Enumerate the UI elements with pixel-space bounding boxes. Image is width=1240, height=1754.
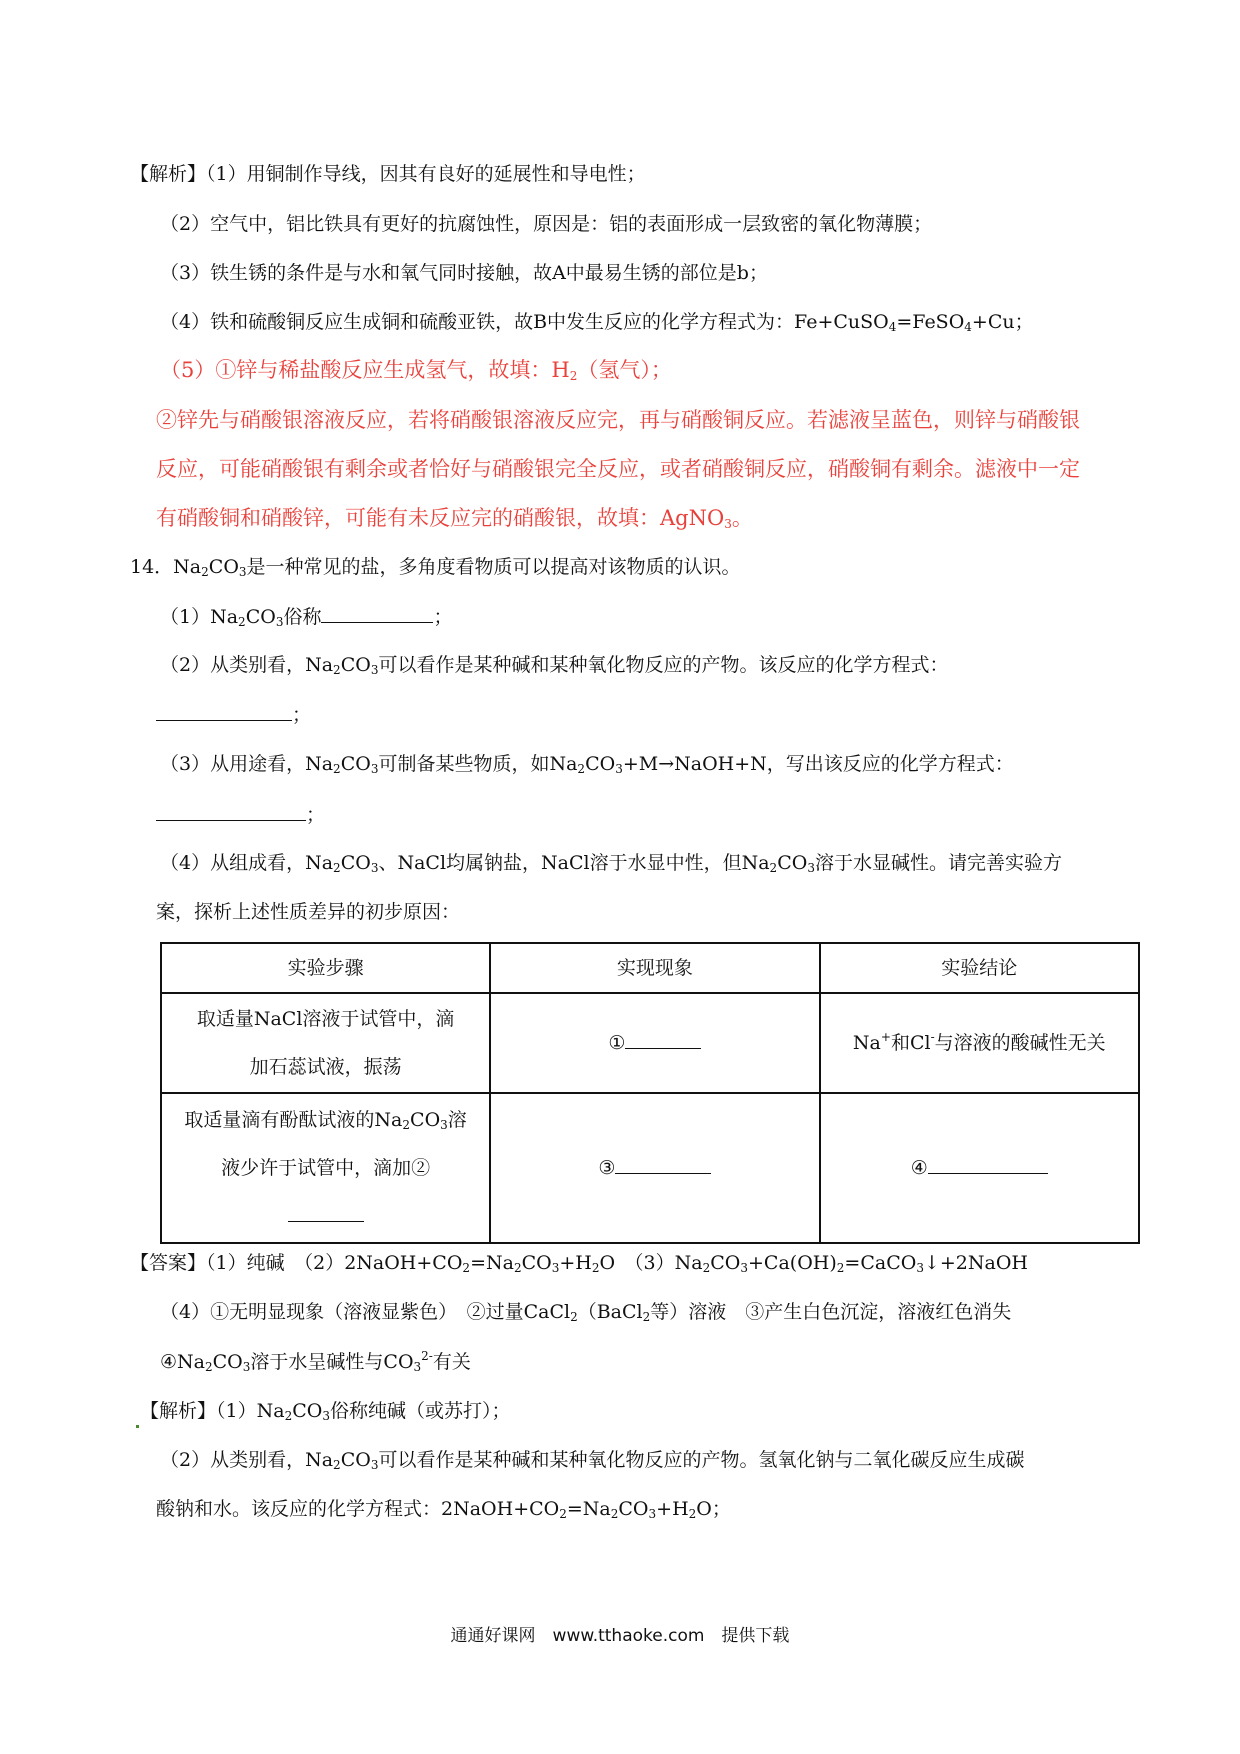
question-text: ；: [292, 704, 312, 726]
answer-text: （4）①无明显现象（溶液显紫色） ②过量CaCl: [160, 1301, 571, 1323]
question-text: 是一种常见的盐，多角度看物质可以提高对该物质的认识。: [246, 556, 741, 578]
question-14-part-2-blank: [156, 700, 311, 729]
analysis2-paragraph-2: （2）从类别看，$Na_2CO_3$可以看作是某种碱和某种氧化物反应的产物。氢氧化钠与二氧化碳反应生成碳: [160, 1449, 1025, 1472]
answer-line-3: $④Na_2CO_3$溶于水呈碱性与$CO_3^{2-}$有关: [160, 1349, 471, 1374]
analysis-text: CO: [340, 1449, 371, 1471]
cell-text: ③: [598, 1157, 616, 1179]
question-text: 、NaCl均属钠盐，NaCl溶于水显中性，但Na: [378, 852, 770, 874]
question-text: CO: [340, 753, 371, 775]
answer-tag: 【答案】: [130, 1252, 207, 1274]
cell-text: 与溶液的酸碱性无关: [934, 1032, 1106, 1054]
cell-text: 加石蕊试液，振荡: [249, 1056, 402, 1078]
analysis-paragraph-3: [160, 259, 768, 287]
table-header-cell: 实现现象: [490, 943, 819, 993]
answer-blank: [156, 700, 292, 721]
table-row: [161, 993, 1139, 1093]
analysis-tag: 【解析】: [140, 1400, 217, 1422]
question-text: +M→NaOH+N，写出该反应的化学方程式：: [622, 753, 1014, 775]
cell-text: ④: [910, 1157, 928, 1179]
table-cell-conclusion: [820, 1093, 1139, 1243]
answer-text: （1）纯碱 （2）2NaOH+CO: [206, 1252, 463, 1274]
analysis-tag: 【解析】: [130, 163, 207, 185]
analysis-text: O；: [696, 1498, 731, 1520]
analysis-text: （3）铁生锈的条件是与水和氧气同时接触，故A中最易生锈的部位是b；: [160, 262, 768, 284]
analysis-text: 有硝酸铜和硝酸锌，可能有未反应完的硝酸银，故填：AgNO: [156, 506, 725, 530]
analysis-text: 俗称纯碱（或苏打）；: [329, 1400, 511, 1422]
analysis-text: （1）用铜制作导线，因其有良好的延展性和导电性；: [206, 163, 646, 185]
answer-blank: [625, 1028, 701, 1049]
question-text: CO: [340, 852, 371, 874]
question-text: （3）从用途看，Na: [160, 753, 334, 775]
answer-blank: [288, 1201, 364, 1222]
question-text: CO: [208, 556, 239, 578]
table-header-cell: 实验步骤: [161, 943, 490, 993]
question-text: 可以看作是某种碱和某种氧化物反应的产物。该反应的化学方程式：: [378, 654, 949, 676]
analysis-text: 酸钠和水。该反应的化学方程式：2NaOH+CO: [156, 1498, 560, 1520]
analysis-text: =Na: [566, 1498, 611, 1520]
question-14-part-3-blank: [156, 800, 325, 829]
analysis-text: （4）铁和硫酸铜反应生成铜和硫酸亚铁，故B中发生反应的化学方程式为：Fe+CuSO: [160, 311, 889, 333]
analysis-text: 。: [731, 506, 753, 530]
page-footer: 通通好课网 www.tthaoke.com 提供下载: [450, 1626, 790, 1646]
analysis2-paragraph-1: 【解析】$(1)Na_2CO_3$俗称纯碱（或苏打）；: [140, 1400, 511, 1423]
question-14-part-1: $(1)Na_2CO_3$俗称 ；: [160, 602, 452, 631]
table-cell-step: [161, 993, 490, 1093]
answer-text: 溶于水呈碱性与CO: [250, 1351, 414, 1373]
analysis-text: CO: [292, 1400, 323, 1422]
cell-text: 溶: [447, 1109, 467, 1131]
question-text: CO: [777, 852, 808, 874]
table-cell-conclusion: Na+和Cl-与溶液的酸碱性无关: [820, 993, 1139, 1093]
table-cell-phenomenon: [490, 1093, 819, 1243]
cell-text: 取适量NaCl溶液于试管中，滴: [196, 1008, 455, 1030]
table-cell-phenomenon: [490, 993, 819, 1093]
analysis-text: （2）从类别看，Na: [160, 1449, 334, 1471]
question-text: CO: [585, 753, 616, 775]
question-text: 可制备某些物质，如Na: [378, 753, 578, 775]
question-14-part-4-line-2: [156, 898, 460, 926]
question-text: CO: [245, 606, 276, 628]
answer-blank: [928, 1153, 1048, 1174]
analysis-text: +H: [656, 1498, 689, 1520]
analysis-text: ②锌先与硝酸银溶液反应，若将硝酸银溶液反应完，再与硝酸铜反应。若滤液呈蓝色，则锌与硝酸银: [156, 408, 1080, 432]
question-14-part-4: （4）从组成看，$Na_2CO_3$、NaCl均属钠盐，NaCl溶于水显中性，但$Na_2CO_3$溶于水显碱性。请完善实验方: [160, 852, 1062, 875]
cell-text: 取适量滴有酚酞试液的Na: [184, 1109, 403, 1131]
cell-text: 液少许于试管中，滴加②: [221, 1157, 431, 1179]
answer-text: =CaCO: [844, 1252, 917, 1274]
answer-line-2: （4）①无明显现象（溶液显紫色） ②过量CaCl$_2$（BaCl$_2$等）溶液 ③产生白色沉淀，溶液红色消失: [160, 1301, 1012, 1324]
cell-text: Na: [852, 1032, 881, 1054]
analysis-text: （氢气）；: [577, 358, 672, 382]
analysis-text: 反应，可能硝酸银有剩余或者恰好与硝酸银完全反应，或者硝酸铜反应，硝酸铜有剩余。滤液中一定: [156, 457, 1080, 481]
question-text: 溶于水显碱性。请完善实验方: [814, 852, 1062, 874]
answer-text: （BaCl: [577, 1301, 643, 1323]
analysis-text: =FeSO: [896, 311, 965, 333]
question-text: （2）从类别看，Na: [160, 654, 334, 676]
question-14-part-2: （2）从类别看，$Na_2CO_3$可以看作是某种碱和某种氧化物反应的产物。该反应的化学方程式：: [160, 654, 949, 677]
answer-text: ④Na: [160, 1351, 205, 1373]
question-text: ；: [433, 606, 453, 628]
answer-text: +Ca(OH): [748, 1252, 837, 1274]
answer-text: CO: [710, 1252, 741, 1274]
analysis-text: +Cu；: [971, 311, 1034, 333]
answer-blank: [615, 1153, 711, 1174]
answer-text: 有关: [432, 1351, 471, 1373]
cell-text: 和Cl: [890, 1032, 931, 1054]
table-cell-step: 取适量滴有酚酞试液的$Na_2CO_3$溶 液少许于试管中，滴加②: [161, 1093, 490, 1243]
analysis-paragraph-6-highlight: [156, 406, 1080, 434]
answer-text: CO: [212, 1351, 243, 1373]
analysis-paragraph-8-highlight: 有硝酸铜和硝酸锌，可能有未反应完的硝酸银，故填：AgNO$_3$。: [156, 506, 753, 531]
cell-text: ①: [608, 1032, 626, 1054]
question-text: CO: [340, 654, 371, 676]
analysis-text: CO: [618, 1498, 649, 1520]
answer-text: ↓+2NaOH: [923, 1252, 1028, 1274]
question-text: （1）Na: [160, 606, 239, 628]
analysis-text: 可以看作是某种碱和某种氧化物反应的产物。氢氧化钠与二氧化碳反应生成碳: [378, 1449, 1025, 1471]
question-14-part-3: （3）从用途看，$Na_2CO_3$可制备某些物质，如$Na_2CO_3+M\to NaOH+N$，写出该反应的化学方程式：: [160, 753, 1014, 776]
analysis-text: （2）空气中，铝比铁具有更好的抗腐蚀性，原因是：铝的表面形成一层致密的氧化物薄膜；: [160, 213, 933, 235]
analysis-paragraph-5-highlight: （5）①锌与稀盐酸反应生成氢气，故填：$H_2$（氢气）；: [160, 358, 672, 383]
analysis-paragraph-1: [130, 160, 646, 188]
table-header-cell: 实验结论: [820, 943, 1139, 993]
analysis-paragraph-4: （4）铁和硫酸铜反应生成铜和硫酸亚铁，故B中发生反应的化学方程式为：Fe+CuSO$_4$=FeSO$_4$+Cu；: [160, 311, 1034, 334]
table-header-row: [161, 943, 1139, 993]
question-14-stem: 14．$Na_2CO_3$是一种常见的盐，多角度看物质可以提高对该物质的认识。: [130, 556, 741, 579]
analysis-paragraph-7-highlight: [156, 455, 1080, 483]
analysis-paragraph-2: [160, 210, 932, 238]
question-text: （4）从组成看，Na: [160, 852, 334, 874]
question-text: 俗称: [283, 606, 322, 628]
question-text: ；: [306, 804, 326, 826]
table-row: [161, 1093, 1139, 1243]
analysis-text: （5）①锌与稀盐酸反应生成氢气，故填：H: [160, 358, 570, 382]
answer-blank: [156, 800, 306, 821]
experiment-table: [160, 942, 1140, 1244]
answer-line-1: 【答案】（1）纯碱 $(2)2NaOH+CO_2=Na_2CO_3+H_2O$ $(3)Na_2CO_3+Ca(OH)_2=CaCO_3↓+2NaOH$: [130, 1252, 1028, 1275]
answer-text: +H: [559, 1252, 592, 1274]
answer-blank: [321, 602, 433, 623]
analysis-text: （1）Na: [216, 1400, 285, 1422]
question-text: 案，探析上述性质差异的初步原因：: [156, 901, 461, 923]
decorative-dot: [136, 1425, 139, 1428]
answer-text: O （3）Na: [599, 1252, 703, 1274]
cell-text: CO: [410, 1109, 441, 1131]
answer-text: CO: [521, 1252, 552, 1274]
answer-text: =Na: [470, 1252, 514, 1274]
analysis2-paragraph-3: 酸钠和水。该反应的化学方程式：$2NaOH+CO_2=Na_2CO_3+H_2O$；: [156, 1498, 731, 1521]
question-text: 14．Na: [130, 556, 202, 578]
answer-text: 等）溶液 ③产生白色沉淀，溶液红色消失: [650, 1301, 1012, 1323]
